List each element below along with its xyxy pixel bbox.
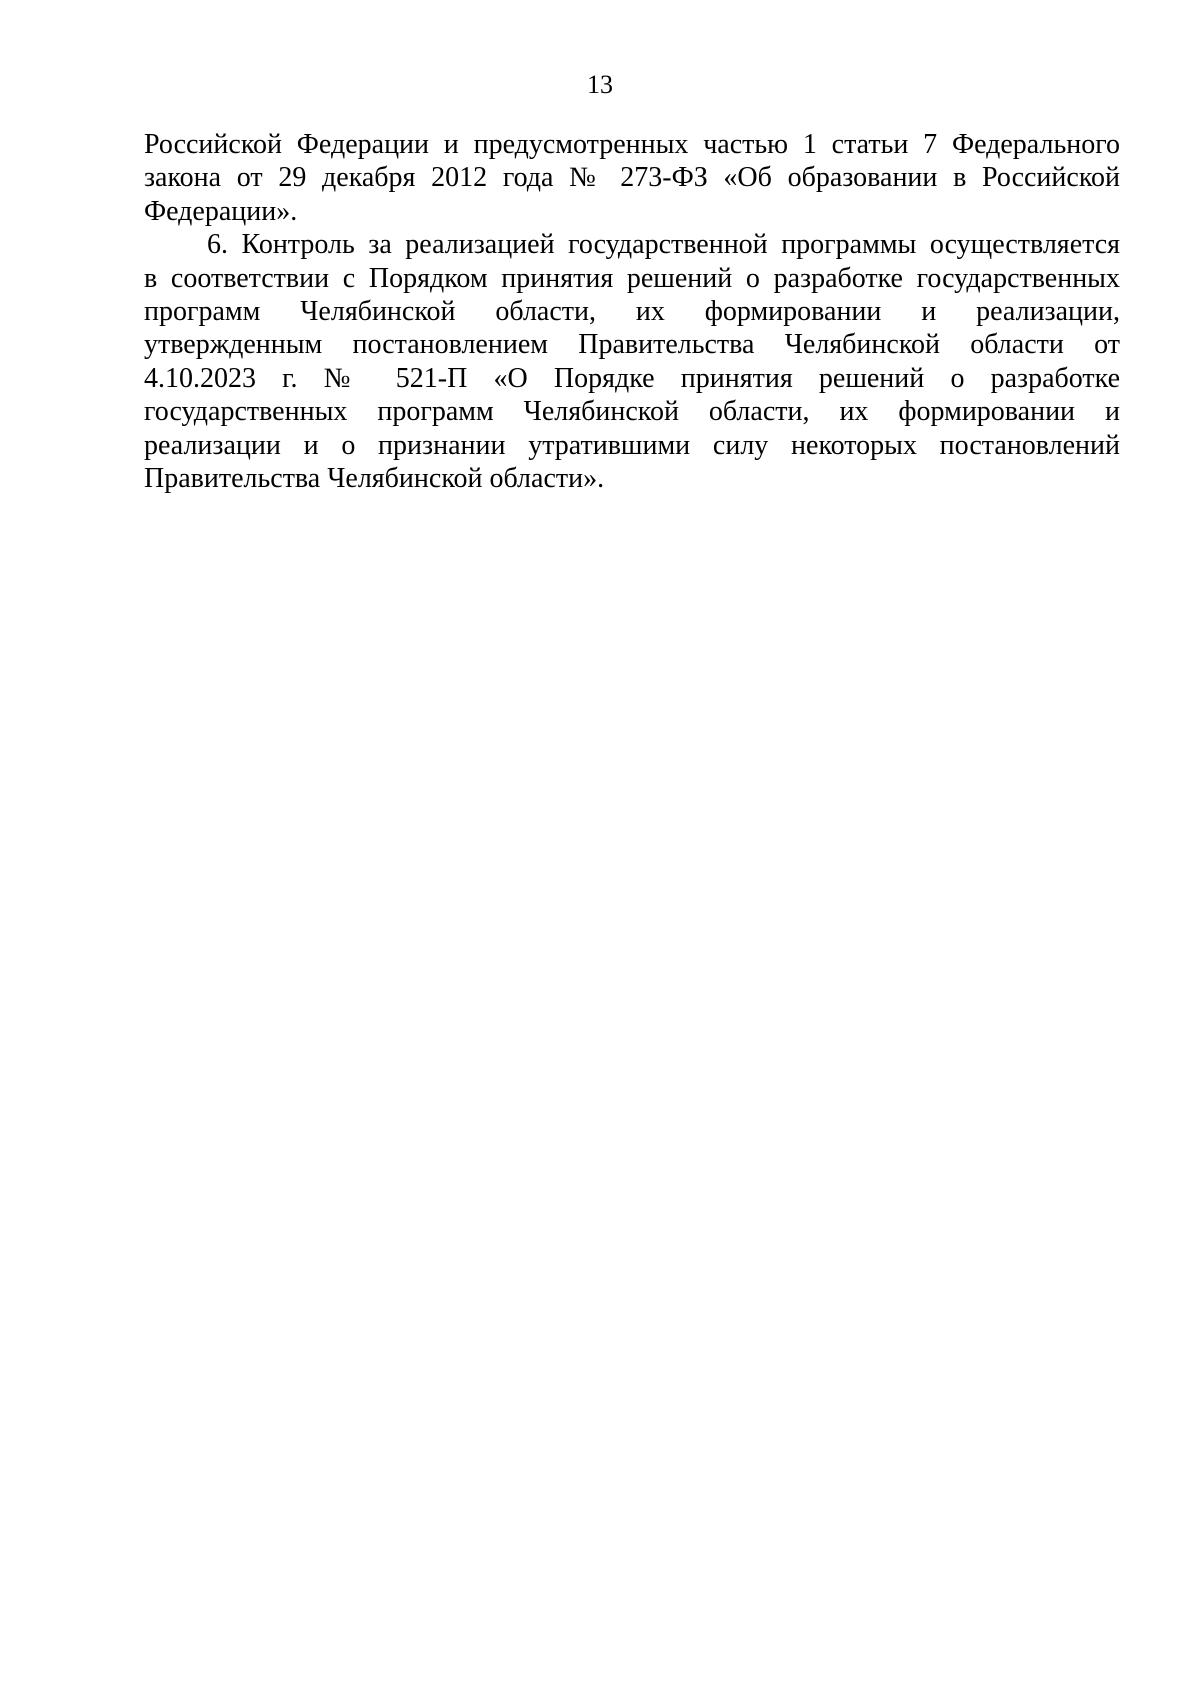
text-line: в соответствии с Порядком принятия решений о разработке государственных <box>144 262 1120 294</box>
text-line: Российской Федерации и предусмотренных частью 1 статьи 7 Федерального <box>144 129 1120 160</box>
document-body <box>144 128 1120 495</box>
text-line: государственных программ Челябинской области, их формировании и <box>144 396 1120 428</box>
text-line: утвержденным постановлением Правительства Челябинской области от <box>144 329 1120 361</box>
paragraph-continuation <box>144 128 1120 228</box>
text-line: Федерации». <box>144 195 298 227</box>
page-number: 13 <box>587 70 613 99</box>
text-line: реализации и о признании утратившими силу некоторых постановлений <box>144 429 1120 461</box>
text-line: программ Челябинской области, их формировании и реализации, <box>144 295 1120 327</box>
text-line: закона от 29 декабря 2012 года № 273-ФЗ «Об образовании в Российской <box>144 162 1120 194</box>
text-line: 4.10.2023 г. № 521-П «О Порядке принятия решений о разработке <box>144 362 1120 394</box>
text-line: Правительства Челябинской области». <box>144 462 605 494</box>
text-line: 6. Контроль за реализацией государственной программы осуществляется <box>207 229 1120 261</box>
paragraph-item-6 <box>144 228 1120 495</box>
